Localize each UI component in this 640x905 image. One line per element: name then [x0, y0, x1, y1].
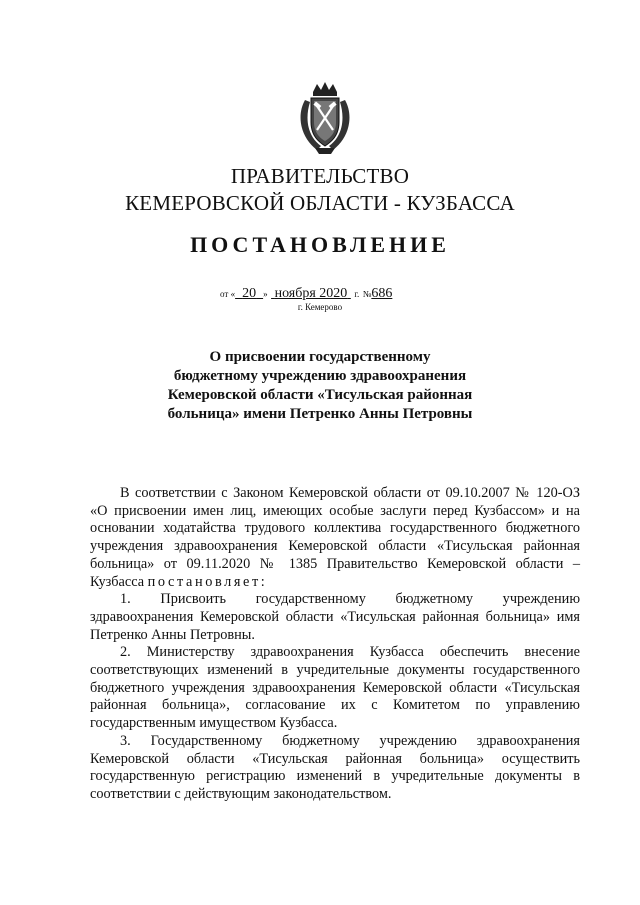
date-day: 20 [242, 286, 257, 301]
government-name-line1: ПРАВИТЕЛЬСТВО [230, 164, 410, 188]
body-paragraph-item-1: 1. Присвоить государственному бюджетному учреждению здравоохранения Кемеровской области «Тисульская районная больница» имя Петренко Анны Петровны. [90, 591, 580, 643]
document-subject [120, 348, 520, 424]
decree-word: постановляет: [147, 573, 268, 590]
body-paragraph-preamble: В соответствии с Законом Кемеровской области от 09.10.2007 № 120-ОЗ «О присвоении имен лиц, имеющих особые заслуги перед Кузбассом» и на основании ходатайства трудового коллектива государственного бюджетного учреждения здравоохранения Кемеровской области «Тисульская районная больница» от 09.11.2020 № 1385 Правительство Кемеровской области – Кузбасса постановляет: [90, 485, 580, 590]
subject-line: больница» имени Петренко Анны Петровны [167, 406, 473, 422]
date-from-label: от « [220, 289, 236, 299]
subject-line: Кемеровской области «Тисульская районная [167, 387, 473, 403]
body-paragraph-item-3: 3. Государственному бюджетному учреждению здравоохранения Кемеровской области «Тисульская районная больница» осуществить государственную регистрацию изменений в учредительные документы в соответствии с действующим законодательством. [90, 732, 580, 802]
date-close-quote: » [263, 289, 268, 299]
body-paragraph-item-2: 2. Министерству здравоохранения Кузбасса обеспечить внесение соответствующих изменений в учредительные документы государственного бюджетного учреждения здравоохранения Кемеровской области «Тисульская районная больница», согласование их с Комитетом по управлению государственным имуществом Кузбасса. [90, 644, 580, 732]
date-year-suffix: г. [354, 289, 360, 299]
date-month-year: ноября 2020 [274, 286, 348, 301]
document-type-title: ПОСТАНОВЛЕНИЕ [190, 232, 450, 257]
subject-line: О присвоении государственному [209, 349, 431, 365]
government-name-line2: КЕМЕРОВСКОЙ ОБЛАСТИ - КУЗБАССА [125, 191, 515, 215]
coat-of-arms-icon [295, 80, 355, 156]
document-body [90, 485, 580, 804]
doc-number: 686 [371, 286, 393, 301]
subject-line: бюджетному учреждению здравоохранения [173, 368, 467, 384]
doc-number-label: № [362, 289, 372, 299]
city-label: г. Кемерово [297, 302, 343, 312]
